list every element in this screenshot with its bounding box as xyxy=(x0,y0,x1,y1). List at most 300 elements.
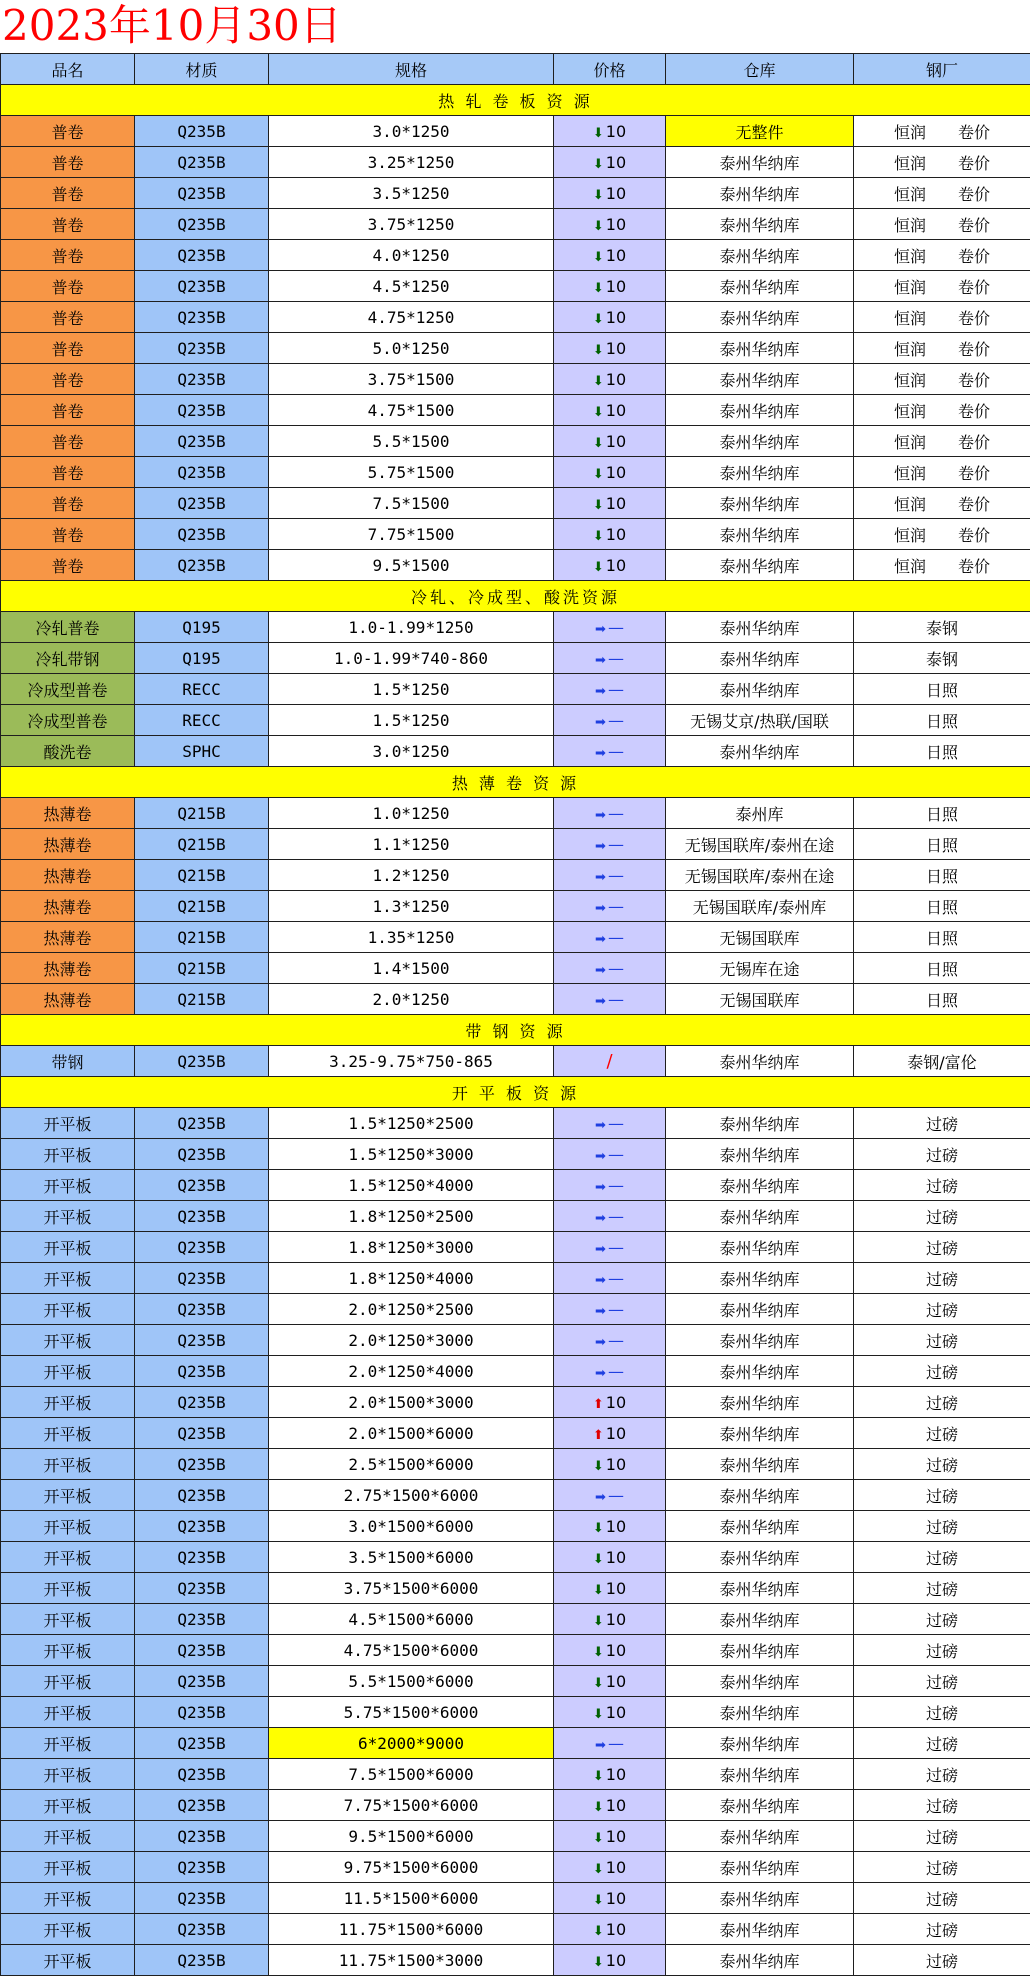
spec-cell: 3.5*1250 xyxy=(269,178,554,209)
table-row xyxy=(1,1108,1030,1139)
product-name-cell: 冷轧普卷 xyxy=(1,612,135,643)
spec-cell: 2.0*1250*3000 xyxy=(269,1325,554,1356)
spec-cell: 5.5*1500 xyxy=(269,426,554,457)
mill-cell xyxy=(854,333,1030,364)
material-cell: Q215B xyxy=(135,860,269,891)
mill-name: 过磅 xyxy=(925,1610,958,1630)
price-change-value: — xyxy=(607,1144,624,1164)
warehouse-cell: 泰州华纳库 xyxy=(666,550,854,581)
price-cell xyxy=(554,1294,666,1325)
price-cell xyxy=(554,984,666,1015)
product-name-cell: 开平板 xyxy=(1,1945,135,1976)
price-cell xyxy=(554,1201,666,1232)
mill-cell xyxy=(854,1294,1030,1325)
spec-cell: 4.5*1500*6000 xyxy=(269,1604,554,1635)
product-name-cell: 普卷 xyxy=(1,519,135,550)
material-cell: Q235B xyxy=(135,395,269,426)
table-row xyxy=(1,1418,1030,1449)
spec-cell: 1.2*1250 xyxy=(269,860,554,891)
table-row xyxy=(1,271,1030,302)
mill-name: 恒润 xyxy=(893,246,926,266)
spec-cell: 7.75*1500*6000 xyxy=(269,1790,554,1821)
mill-cell xyxy=(854,178,1030,209)
green-down-arrow-icon: ⬇ xyxy=(592,497,604,513)
price-cell xyxy=(554,1945,666,1976)
section-title: 开 平 板 资 源 xyxy=(1,1077,1030,1108)
mill-cell xyxy=(854,1728,1030,1759)
blue-right-arrow-icon: ➡ xyxy=(595,1272,606,1288)
table-row xyxy=(1,519,1030,550)
green-down-arrow-icon: ⬇ xyxy=(592,1861,604,1877)
mill-cell xyxy=(854,1697,1030,1728)
section-title: 热 薄 卷 资 源 xyxy=(1,767,1030,798)
material-cell: Q235B xyxy=(135,1108,269,1139)
mill-name: 过磅 xyxy=(925,1207,958,1227)
header-price: 价格 xyxy=(554,54,666,85)
table-row xyxy=(1,1759,1030,1790)
warehouse-cell: 泰州华纳库 xyxy=(666,1139,854,1170)
product-name-cell: 普卷 xyxy=(1,395,135,426)
spec-cell: 3.0*1500*6000 xyxy=(269,1511,554,1542)
price-cell xyxy=(554,1666,666,1697)
warehouse-cell: 无锡国联库/泰州库 xyxy=(666,891,854,922)
price-change-value: — xyxy=(607,1299,624,1319)
warehouse-cell: 泰州华纳库 xyxy=(666,1418,854,1449)
warehouse-cell: 泰州华纳库 xyxy=(666,1759,854,1790)
material-cell: Q235B xyxy=(135,1604,269,1635)
material-cell: Q235B xyxy=(135,1914,269,1945)
table-row xyxy=(1,240,1030,271)
warehouse-cell: 无锡库在途 xyxy=(666,953,854,984)
mill-cell xyxy=(854,1139,1030,1170)
mill-name: 过磅 xyxy=(925,1269,958,1289)
table-row xyxy=(1,736,1030,767)
product-name-cell: 开平板 xyxy=(1,1480,135,1511)
spec-cell: 9.5*1500 xyxy=(269,550,554,581)
table-row xyxy=(1,178,1030,209)
price-change-value: — xyxy=(607,896,624,916)
price-cell xyxy=(554,457,666,488)
mill-name: 过磅 xyxy=(925,1765,958,1785)
material-cell: Q235B xyxy=(135,1883,269,1914)
mill-cell xyxy=(854,643,1030,674)
price-cell xyxy=(554,1604,666,1635)
green-down-arrow-icon: ⬇ xyxy=(592,249,604,265)
mill-name: 日照 xyxy=(925,928,958,948)
product-name-cell: 开平板 xyxy=(1,1635,135,1666)
warehouse-cell: 泰州华纳库 xyxy=(666,1356,854,1387)
blue-right-arrow-icon: ➡ xyxy=(595,1737,606,1753)
mill-name: 过磅 xyxy=(925,1455,958,1475)
material-cell: Q235B xyxy=(135,1356,269,1387)
spec-cell: 3.75*1500 xyxy=(269,364,554,395)
mill-note: 卷价 xyxy=(958,494,991,514)
warehouse-cell: 泰州华纳库 xyxy=(666,1232,854,1263)
mill-name: 恒润 xyxy=(893,525,926,545)
spec-cell: 1.0-1.99*740-860 xyxy=(269,643,554,674)
price-cell xyxy=(554,147,666,178)
red-up-arrow-icon: ⬆ xyxy=(592,1396,604,1412)
warehouse-cell: 泰州华纳库 xyxy=(666,1728,854,1759)
material-cell: Q235B xyxy=(135,1759,269,1790)
mill-cell xyxy=(854,1356,1030,1387)
table-row xyxy=(1,953,1030,984)
price-change-value: 10 xyxy=(605,1795,627,1815)
warehouse-cell: 无锡艾京/热联/国联 xyxy=(666,705,854,736)
warehouse-cell: 泰州华纳库 xyxy=(666,1046,854,1077)
price-change-value: 10 xyxy=(605,1671,627,1691)
material-cell: Q235B xyxy=(135,271,269,302)
warehouse-cell: 泰州华纳库 xyxy=(666,643,854,674)
mill-name: 过磅 xyxy=(925,1703,958,1723)
spec-cell: 3.0*1250 xyxy=(269,116,554,147)
price-change-value: 10 xyxy=(605,524,627,544)
price-change-value: 10 xyxy=(605,1826,627,1846)
price-change-value: — xyxy=(607,989,624,1009)
blue-right-arrow-icon: ➡ xyxy=(595,900,606,916)
product-name-cell: 普卷 xyxy=(1,178,135,209)
blue-right-arrow-icon: ➡ xyxy=(595,1148,606,1164)
material-cell: Q235B xyxy=(135,426,269,457)
spec-cell: 7.5*1500 xyxy=(269,488,554,519)
warehouse-cell: 无锡国联库/泰州在途 xyxy=(666,860,854,891)
blue-right-arrow-icon: ➡ xyxy=(595,1303,606,1319)
green-down-arrow-icon: ⬇ xyxy=(592,373,604,389)
warehouse-cell: 泰州华纳库 xyxy=(666,1263,854,1294)
table-row xyxy=(1,1511,1030,1542)
price-change-value: — xyxy=(607,1206,624,1226)
mill-cell xyxy=(854,519,1030,550)
product-name-cell: 开平板 xyxy=(1,1790,135,1821)
spec-cell: 11.75*1500*6000 xyxy=(269,1914,554,1945)
mill-name: 过磅 xyxy=(925,1920,958,1940)
product-name-cell: 开平板 xyxy=(1,1387,135,1418)
spec-cell: 9.75*1500*6000 xyxy=(269,1852,554,1883)
price-change-value: 10 xyxy=(605,214,627,234)
warehouse-cell: 泰州库 xyxy=(666,798,854,829)
mill-note: 卷价 xyxy=(958,184,991,204)
mill-note: 卷价 xyxy=(958,525,991,545)
product-name-cell: 普卷 xyxy=(1,333,135,364)
price-cell xyxy=(554,1914,666,1945)
mill-name: 恒润 xyxy=(893,153,926,173)
spec-cell: 4.5*1250 xyxy=(269,271,554,302)
table-row xyxy=(1,1728,1030,1759)
table-row xyxy=(1,612,1030,643)
price-cell xyxy=(554,674,666,705)
spec-cell: 1.35*1250 xyxy=(269,922,554,953)
material-cell: Q235B xyxy=(135,209,269,240)
mill-cell xyxy=(854,1201,1030,1232)
material-cell: Q235B xyxy=(135,1139,269,1170)
product-name-cell: 开平板 xyxy=(1,1604,135,1635)
material-cell: Q215B xyxy=(135,891,269,922)
price-cell xyxy=(554,364,666,395)
spec-cell: 3.5*1500*6000 xyxy=(269,1542,554,1573)
price-change-value: — xyxy=(607,710,624,730)
price-cell xyxy=(554,488,666,519)
green-down-arrow-icon: ⬇ xyxy=(592,435,604,451)
mill-name: 恒润 xyxy=(893,122,926,142)
table-row xyxy=(1,550,1030,581)
mill-cell xyxy=(854,984,1030,1015)
mill-cell xyxy=(854,426,1030,457)
mill-name: 日照 xyxy=(925,835,958,855)
warehouse-cell: 泰州华纳库 xyxy=(666,364,854,395)
green-down-arrow-icon: ⬇ xyxy=(592,218,604,234)
price-cell xyxy=(554,612,666,643)
warehouse-cell: 泰州华纳库 xyxy=(666,1294,854,1325)
material-cell: Q235B xyxy=(135,1852,269,1883)
price-change-value: 10 xyxy=(605,1640,627,1660)
header-mill: 钢厂 xyxy=(854,54,1030,85)
table-row xyxy=(1,1449,1030,1480)
mill-note: 卷价 xyxy=(958,122,991,142)
price-change-value: 10 xyxy=(605,307,627,327)
product-name-cell: 开平板 xyxy=(1,1139,135,1170)
blue-right-arrow-icon: ➡ xyxy=(595,993,606,1009)
product-name-cell: 冷成型普卷 xyxy=(1,674,135,705)
product-name-cell: 普卷 xyxy=(1,147,135,178)
material-cell: Q235B xyxy=(135,1697,269,1728)
blue-right-arrow-icon: ➡ xyxy=(595,807,606,823)
spec-cell: 5.75*1500*6000 xyxy=(269,1697,554,1728)
mill-cell xyxy=(854,705,1030,736)
green-down-arrow-icon: ⬇ xyxy=(592,1923,604,1939)
warehouse-cell: 泰州华纳库 xyxy=(666,612,854,643)
mill-cell xyxy=(854,829,1030,860)
spec-cell: 1.5*1250*3000 xyxy=(269,1139,554,1170)
price-cell xyxy=(554,1170,666,1201)
blue-right-arrow-icon: ➡ xyxy=(595,931,606,947)
mill-name: 日照 xyxy=(925,866,958,886)
product-name-cell: 开平板 xyxy=(1,1852,135,1883)
spec-cell: 1.8*1250*2500 xyxy=(269,1201,554,1232)
warehouse-cell: 泰州华纳库 xyxy=(666,1821,854,1852)
product-name-cell: 普卷 xyxy=(1,302,135,333)
price-cell xyxy=(554,736,666,767)
blue-right-arrow-icon: ➡ xyxy=(595,621,606,637)
material-cell: Q235B xyxy=(135,1232,269,1263)
warehouse-cell: 泰州华纳库 xyxy=(666,1511,854,1542)
material-cell: Q235B xyxy=(135,550,269,581)
blue-right-arrow-icon: ➡ xyxy=(595,714,606,730)
material-cell: Q235B xyxy=(135,1635,269,1666)
price-cell xyxy=(554,1232,666,1263)
spec-cell: 1.5*1250 xyxy=(269,705,554,736)
warehouse-cell: 泰州华纳库 xyxy=(666,1573,854,1604)
mill-cell xyxy=(854,860,1030,891)
product-name-cell: 普卷 xyxy=(1,364,135,395)
table-row xyxy=(1,1046,1030,1077)
price-cell xyxy=(554,426,666,457)
mill-cell xyxy=(854,302,1030,333)
product-name-cell: 开平板 xyxy=(1,1697,135,1728)
table-row xyxy=(1,1573,1030,1604)
spec-cell: 7.5*1500*6000 xyxy=(269,1759,554,1790)
price-change-value: 10 xyxy=(605,338,627,358)
material-cell: Q215B xyxy=(135,798,269,829)
product-name-cell: 热薄卷 xyxy=(1,891,135,922)
table-row xyxy=(1,1356,1030,1387)
table-row xyxy=(1,333,1030,364)
mill-cell xyxy=(854,1449,1030,1480)
blue-right-arrow-icon: ➡ xyxy=(595,683,606,699)
price-cell xyxy=(554,705,666,736)
mill-name: 过磅 xyxy=(925,1827,958,1847)
mill-name: 过磅 xyxy=(925,1858,958,1878)
mill-cell xyxy=(854,550,1030,581)
green-down-arrow-icon: ⬇ xyxy=(592,187,604,203)
price-change-value: — xyxy=(607,1113,624,1133)
mill-name: 恒润 xyxy=(893,432,926,452)
price-change-value: — xyxy=(607,617,624,637)
table-row xyxy=(1,984,1030,1015)
table-row xyxy=(1,798,1030,829)
table-row xyxy=(1,1139,1030,1170)
material-cell: Q235B xyxy=(135,1945,269,1976)
price-change-value: — xyxy=(607,741,624,761)
mill-cell xyxy=(854,364,1030,395)
table-row xyxy=(1,395,1030,426)
mill-cell xyxy=(854,1635,1030,1666)
green-down-arrow-icon: ⬇ xyxy=(592,1458,604,1474)
product-name-cell: 热薄卷 xyxy=(1,829,135,860)
mill-name: 过磅 xyxy=(925,1486,958,1506)
spec-cell: 5.5*1500*6000 xyxy=(269,1666,554,1697)
green-down-arrow-icon: ⬇ xyxy=(592,1551,604,1567)
spec-cell: 3.0*1250 xyxy=(269,736,554,767)
spec-cell: 1.3*1250 xyxy=(269,891,554,922)
material-cell: Q235B xyxy=(135,1201,269,1232)
blue-right-arrow-icon: ➡ xyxy=(595,838,606,854)
price-cell xyxy=(554,1325,666,1356)
product-name-cell: 开平板 xyxy=(1,1201,135,1232)
table-row xyxy=(1,426,1030,457)
price-cell xyxy=(554,1511,666,1542)
warehouse-cell: 泰州华纳库 xyxy=(666,1108,854,1139)
table-row xyxy=(1,1852,1030,1883)
product-name-cell: 开平板 xyxy=(1,1294,135,1325)
material-cell: RECC xyxy=(135,674,269,705)
price-change-value: 10 xyxy=(605,1423,627,1443)
price-cell xyxy=(554,1046,666,1077)
table-row xyxy=(1,1697,1030,1728)
price-cell xyxy=(554,1449,666,1480)
spec-cell: 2.0*1250*4000 xyxy=(269,1356,554,1387)
table-row xyxy=(1,1945,1030,1976)
price-change-value: 10 xyxy=(605,1454,627,1474)
mill-cell xyxy=(854,736,1030,767)
warehouse-cell: 泰州华纳库 xyxy=(666,1542,854,1573)
mill-cell xyxy=(854,1108,1030,1139)
green-down-arrow-icon: ⬇ xyxy=(592,1520,604,1536)
green-down-arrow-icon: ⬇ xyxy=(592,156,604,172)
warehouse-cell: 无整件 xyxy=(666,116,854,147)
blue-right-arrow-icon: ➡ xyxy=(595,1241,606,1257)
warehouse-cell: 泰州华纳库 xyxy=(666,1666,854,1697)
material-cell: Q235B xyxy=(135,1449,269,1480)
product-name-cell: 开平板 xyxy=(1,1356,135,1387)
price-cell xyxy=(554,798,666,829)
mill-name: 过磅 xyxy=(925,1579,958,1599)
spec-cell: 3.25*1250 xyxy=(269,147,554,178)
mill-cell xyxy=(854,1232,1030,1263)
price-change-value: 10 xyxy=(605,1764,627,1784)
table-row xyxy=(1,1635,1030,1666)
table-row xyxy=(1,1666,1030,1697)
mill-note: 卷价 xyxy=(958,370,991,390)
blue-right-arrow-icon: ➡ xyxy=(595,1334,606,1350)
product-name-cell: 开平板 xyxy=(1,1170,135,1201)
price-cell xyxy=(554,1759,666,1790)
mill-name: 恒润 xyxy=(893,184,926,204)
material-cell: Q215B xyxy=(135,922,269,953)
price-slash: / xyxy=(606,1050,613,1072)
mill-name: 过磅 xyxy=(925,1238,958,1258)
material-cell: Q235B xyxy=(135,1666,269,1697)
green-down-arrow-icon: ⬇ xyxy=(592,1644,604,1660)
warehouse-cell: 泰州华纳库 xyxy=(666,1387,854,1418)
spec-cell: 1.0*1250 xyxy=(269,798,554,829)
mill-cell xyxy=(854,1666,1030,1697)
warehouse-cell: 泰州华纳库 xyxy=(666,271,854,302)
price-cell xyxy=(554,302,666,333)
price-cell xyxy=(554,550,666,581)
material-cell: Q235B xyxy=(135,1821,269,1852)
product-name-cell: 开平板 xyxy=(1,1914,135,1945)
table-row xyxy=(1,1232,1030,1263)
price-cell xyxy=(554,922,666,953)
spec-cell: 2.0*1250 xyxy=(269,984,554,1015)
spec-cell: 1.1*1250 xyxy=(269,829,554,860)
green-down-arrow-icon: ⬇ xyxy=(592,311,604,327)
mill-cell xyxy=(854,1325,1030,1356)
product-name-cell: 开平板 xyxy=(1,1821,135,1852)
material-cell: RECC xyxy=(135,705,269,736)
price-change-value: — xyxy=(607,927,624,947)
section-header-row xyxy=(1,85,1030,116)
table-row xyxy=(1,829,1030,860)
price-cell xyxy=(554,1356,666,1387)
product-name-cell: 开平板 xyxy=(1,1232,135,1263)
mill-name: 泰钢/富伦 xyxy=(907,1052,977,1072)
page-title: 2023年10月30日 xyxy=(2,1,342,50)
price-change-value: 10 xyxy=(605,462,627,482)
price-table xyxy=(0,53,1030,1976)
product-name-cell: 普卷 xyxy=(1,488,135,519)
spec-cell: 2.0*1500*6000 xyxy=(269,1418,554,1449)
table-row xyxy=(1,1914,1030,1945)
mill-cell xyxy=(854,271,1030,302)
spec-cell: 6*2000*9000 xyxy=(269,1728,554,1759)
mill-cell xyxy=(854,209,1030,240)
mill-name: 过磅 xyxy=(925,1393,958,1413)
warehouse-cell: 泰州华纳库 xyxy=(666,147,854,178)
material-cell: SPHC xyxy=(135,736,269,767)
price-change-value: — xyxy=(607,958,624,978)
price-change-value: 10 xyxy=(605,1609,627,1629)
warehouse-cell: 泰州华纳库 xyxy=(666,674,854,705)
warehouse-cell: 泰州华纳库 xyxy=(666,1635,854,1666)
price-cell xyxy=(554,1542,666,1573)
product-name-cell: 开平板 xyxy=(1,1666,135,1697)
material-cell: Q235B xyxy=(135,1263,269,1294)
spec-cell: 3.75*1250 xyxy=(269,209,554,240)
price-change-value: 10 xyxy=(605,1919,627,1939)
mill-cell xyxy=(854,116,1030,147)
red-up-arrow-icon: ⬆ xyxy=(592,1427,604,1443)
